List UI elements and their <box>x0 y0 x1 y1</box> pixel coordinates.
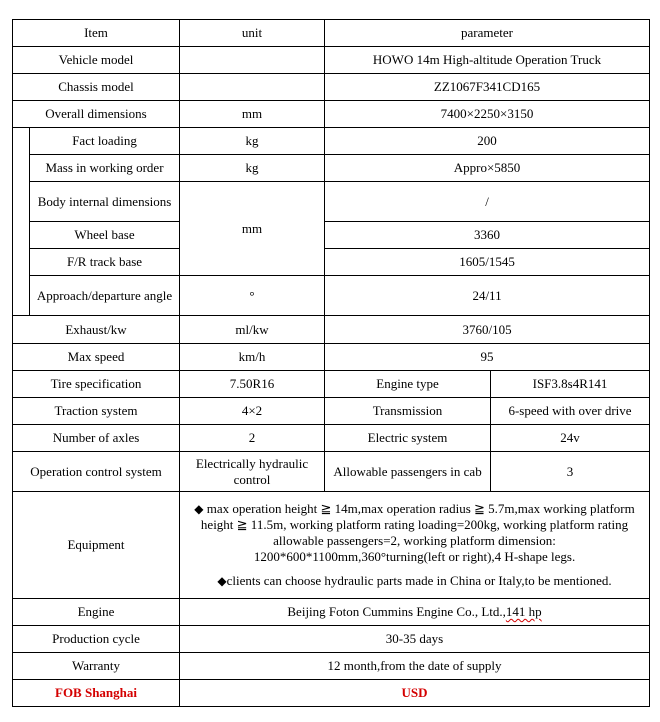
table-row <box>13 425 650 452</box>
equipment-row <box>13 492 650 599</box>
traction-label: Traction system <box>13 398 180 425</box>
table-row <box>13 344 650 371</box>
tire-label: Tire specification <box>13 371 180 398</box>
operation-control-label: Operation control system <box>13 452 180 492</box>
price-value: USD <box>180 680 650 707</box>
table-row <box>13 101 650 128</box>
wheel-base-label: Wheel base <box>30 222 180 249</box>
table-row <box>13 74 650 101</box>
table-row <box>13 452 650 492</box>
electric-label: Electric system <box>325 425 491 452</box>
equipment-line-2: ◆clients can choose hydraulic parts made in China or Italy,to be mentioned. <box>217 573 612 588</box>
production-cycle-label: Production cycle <box>13 626 180 653</box>
fact-loading-unit: kg <box>180 128 325 155</box>
chassis-model-unit <box>180 74 325 101</box>
table-row <box>13 599 650 626</box>
overall-dimensions-label: Overall dimensions <box>13 101 180 128</box>
axles-label: Number of axles <box>13 425 180 452</box>
approach-angle-label: Approach/departure angle <box>30 276 180 316</box>
engine-type-label: Engine type <box>325 371 491 398</box>
production-cycle-value: 30-35 days <box>180 626 650 653</box>
chassis-model-label: Chassis model <box>13 74 180 101</box>
approach-angle-value: 24/11 <box>325 276 650 316</box>
indent-spacer <box>13 128 30 316</box>
warranty-label: Warranty <box>13 653 180 680</box>
table-row <box>13 155 650 182</box>
table-row <box>13 128 650 155</box>
table-row <box>13 47 650 74</box>
table-row <box>13 316 650 344</box>
fact-loading-value: 200 <box>325 128 650 155</box>
traction-value: 4×2 <box>180 398 325 425</box>
table-row <box>13 626 650 653</box>
header-parameter: parameter <box>325 20 650 47</box>
body-internal-label: Body internal dimensions <box>30 182 180 222</box>
spec-table <box>12 19 650 707</box>
equipment-label: Equipment <box>13 492 180 599</box>
table-row <box>13 249 650 276</box>
warranty-value: 12 month,from the date of supply <box>180 653 650 680</box>
engine-label: Engine <box>13 599 180 626</box>
max-speed-unit: km/h <box>180 344 325 371</box>
table-row <box>13 222 650 249</box>
header-row <box>13 20 650 47</box>
operation-control-value: Electrically hydraulic control <box>180 452 325 492</box>
tire-value: 7.50R16 <box>180 371 325 398</box>
passengers-label: Allowable passengers in cab <box>325 452 491 492</box>
mass-working-label: Mass in working order <box>30 155 180 182</box>
header-unit: unit <box>180 20 325 47</box>
wheel-base-value: 3360 <box>325 222 650 249</box>
price-row <box>13 680 650 707</box>
transmission-value: 6-speed with over drive <box>491 398 650 425</box>
passengers-value: 3 <box>491 452 650 492</box>
fact-loading-label: Fact loading <box>30 128 180 155</box>
electric-value: 24v <box>491 425 650 452</box>
max-speed-label: Max speed <box>13 344 180 371</box>
overall-dimensions-value: 7400×2250×3150 <box>325 101 650 128</box>
header-item: Item <box>13 20 180 47</box>
chassis-model-value: ZZ1067F341CD165 <box>325 74 650 101</box>
equipment-description <box>180 492 650 599</box>
overall-dimensions-unit: mm <box>180 101 325 128</box>
body-internal-value: / <box>325 182 650 222</box>
table-row <box>13 182 650 222</box>
exhaust-value: 3760/105 <box>325 316 650 344</box>
group-unit-mm: mm <box>180 182 325 276</box>
diamond-bullet-icon: ◆ <box>217 574 227 588</box>
approach-angle-unit: ° <box>180 276 325 316</box>
price-label: FOB Shanghai <box>13 680 180 707</box>
axles-value: 2 <box>180 425 325 452</box>
spellcheck-underline: 141 hp <box>505 604 542 619</box>
mass-working-value: Appro×5850 <box>325 155 650 182</box>
vehicle-model-unit <box>180 47 325 74</box>
diamond-bullet-icon: ◆ <box>194 502 204 516</box>
transmission-label: Transmission <box>325 398 491 425</box>
exhaust-label: Exhaust/kw <box>13 316 180 344</box>
vehicle-model-label: Vehicle model <box>13 47 180 74</box>
table-row <box>13 371 650 398</box>
track-base-label: F/R track base <box>30 249 180 276</box>
table-row <box>13 653 650 680</box>
table-row <box>13 276 650 316</box>
engine-value: Beijing Foton Cummins Engine Co., Ltd.,141 hp <box>180 599 650 626</box>
exhaust-unit: ml/kw <box>180 316 325 344</box>
track-base-value: 1605/1545 <box>325 249 650 276</box>
vehicle-model-value: HOWO 14m High-altitude Operation Truck <box>325 47 650 74</box>
mass-working-unit: kg <box>180 155 325 182</box>
max-speed-value: 95 <box>325 344 650 371</box>
equipment-line-1: ◆ max operation height ≧ 14m,max operation radius ≧ 5.7m,max working platform height ≧ 11.5m, working platform rating loading=200kg, working platform rating allowable passengers=2, working platform dimension: 1200*600*1100mm,360°turning(left or right),4 H-shape legs. <box>194 501 635 564</box>
engine-type-value: ISF3.8s4R141 <box>491 371 650 398</box>
table-row <box>13 398 650 425</box>
